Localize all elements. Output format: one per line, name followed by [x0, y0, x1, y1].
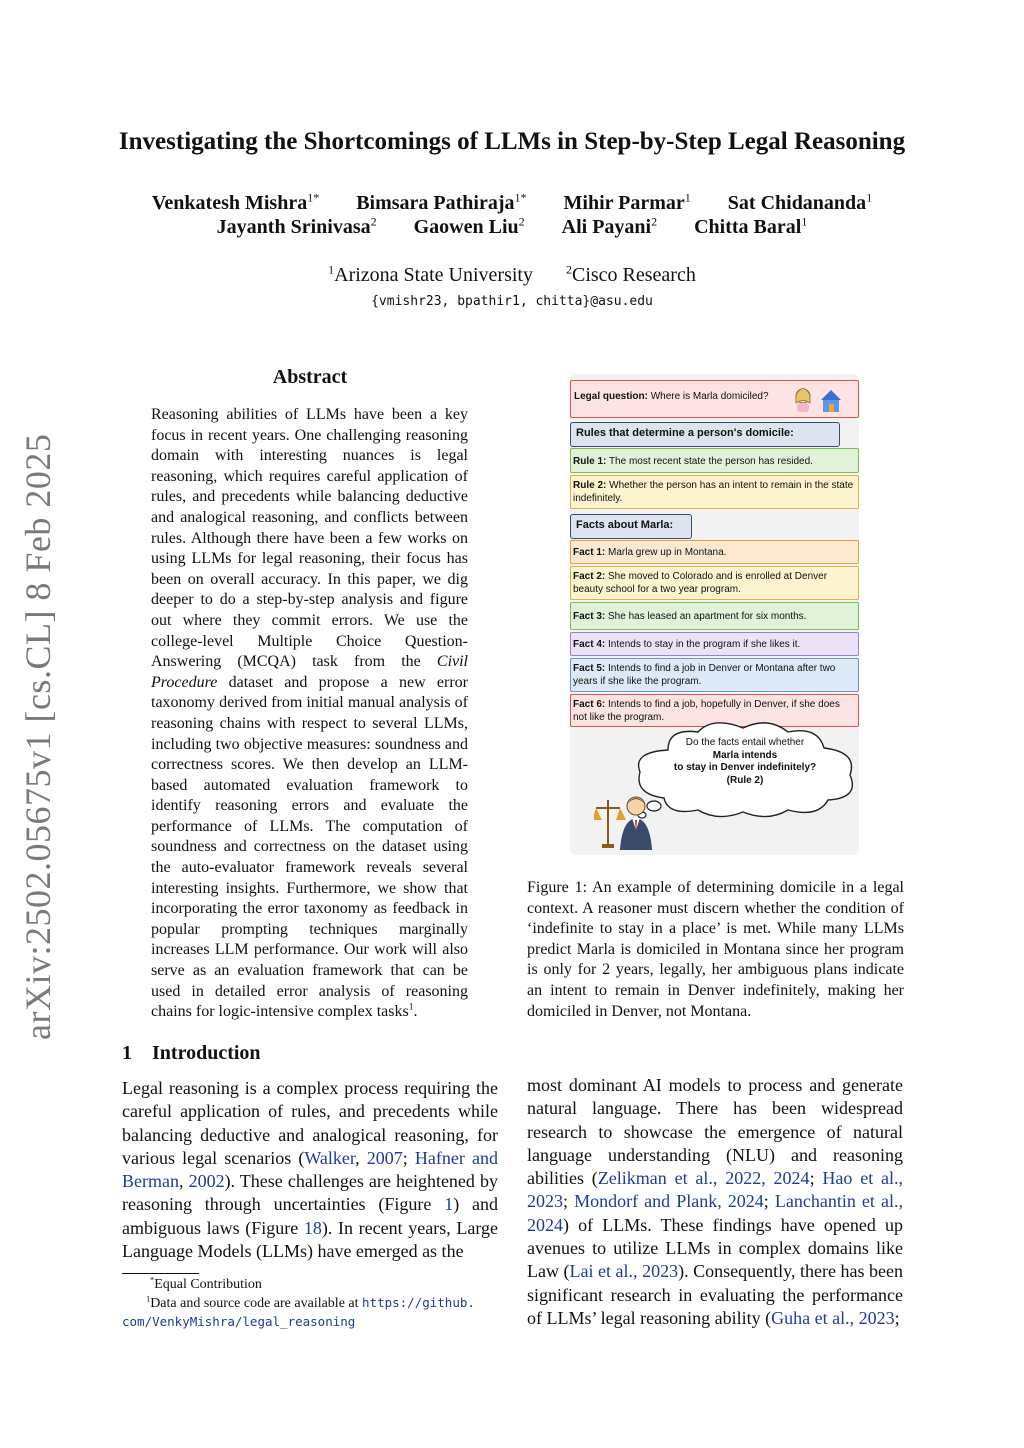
citation-link[interactable]: Lanchantin et al., 2024 — [527, 1191, 903, 1235]
legal-question-box: Legal question: Where is Marla domiciled? — [570, 380, 859, 418]
citation-link[interactable]: Hafner and Berman — [122, 1147, 499, 1192]
section-heading-introduction: 1 Introduction — [122, 1042, 261, 1064]
author: Jayanth Srinivasa$^2$ — [216, 214, 377, 238]
author: Ali Payani$^2$ — [561, 214, 658, 238]
citation-link[interactable]: Mondorf and Plank, 2024 — [574, 1191, 764, 1212]
footnotes — [122, 1276, 502, 1332]
cloud-question: Do the facts entail whether Marla intends to stay in Denver indefinitely? (Rule 2) — [673, 737, 817, 786]
rule-1-box: Rule 1: The most recent state the person has resided. — [570, 448, 859, 473]
citation-link[interactable]: Walker — [304, 1147, 356, 1168]
footnote-equal-contribution: *Equal Contribution — [150, 1275, 262, 1292]
fact-4-box: Fact 4: Intends to stay in the program if she likes it. — [570, 632, 859, 656]
citation-link[interactable]: Guha et al., 2023 — [771, 1307, 895, 1328]
lawyer-scale-icon — [594, 790, 664, 852]
citation-link[interactable]: 2002 — [188, 1171, 225, 1192]
author: Chitta Baral$^1$ — [694, 214, 808, 238]
person-house-icon — [791, 384, 845, 414]
fact-6-box: Fact 6: Intends to find a job, hopefully in Denver, if she does not like the program. — [570, 694, 859, 727]
figure-ref-link[interactable]: 18 — [303, 1217, 322, 1238]
affiliation: $^2$Cisco Research — [565, 262, 696, 286]
footnote-divider — [122, 1273, 199, 1274]
citation-link[interactable]: 2007 — [366, 1147, 403, 1168]
figure-caption: Figure 1: An example of determining domicile in a legal context. A reasoner must discern whether the condition of ‘indefinite to stay in a place’ is met. While many LLMs predict Marla is domiciled in Montana since her program is only for 2 years, legally, her ambiguous plans indicate an intent to remain in Denver indefinitely, making her domiciled in Denver, not Montana. — [527, 879, 904, 1020]
affiliations — [0, 264, 1024, 287]
rules-header: Rules that determine a person's domicile: — [570, 422, 840, 447]
author: Gaowen Liu$^2$ — [413, 214, 525, 238]
paper-title: Investigating the Shortcomings of LLMs in Step-by-Step Legal Reasoning — [118, 128, 906, 155]
intro-paragraph-right: most dominant AI models to process and generate natural language. There has been widespread research to showcase the emergence of natural language understanding (NLU) and reasoning abilities (Zelikman et al., 2022, 2024; Hao et al., 2023; Mondorf and Plank, 2024; Lanchantin et al., 2024) of LLMs. These findings have opened up avenues to utilize LLMs in complex domains like Law (Lai et al., 2023). Consequently, there has been significant research in evaluating the performance of LLMs’ legal reasoning ability (Guha et al., 2023; — [527, 1075, 903, 1328]
fact-3-box: Fact 3: She has leased an apartment for six months. — [570, 602, 859, 630]
figure-ref-link[interactable]: 1 — [444, 1194, 454, 1215]
github-link[interactable]: https://github. com/VenkyMishra/legal_reasoning — [122, 1295, 475, 1329]
author: Sat Chidananda$^1$ — [727, 190, 873, 214]
author: Mihir Parmar$^1$ — [563, 190, 691, 214]
figure-domicile-example — [570, 374, 859, 855]
authors-line-1 — [0, 192, 1024, 215]
citation-link[interactable]: Hao et al., 2023 — [527, 1168, 903, 1212]
authors-line-2 — [0, 216, 1024, 239]
footnote-data: $^1$Data and source code are available at https://github. com/VenkyMishra/legal_reasoning — [122, 1294, 475, 1329]
abstract-heading: Abstract — [272, 366, 348, 388]
author-email: {vmishr23, bpathir1, chitta}@asu.edu — [371, 294, 653, 309]
intro-paragraph-left: Legal reasoning is a complex process requiring the careful application of rules, and precedents while balancing deductive and analogical reasoning, for various legal scenarios (Walker, 2007; Hafner and Berman, 2002). These challenges are heightened by reasoning through uncertainties (Figure 1) and ambiguous laws (Figure 18). In recent years, Large Language Models (LLMs) have emerged as the — [122, 1078, 499, 1262]
fact-2-box: Fact 2: She moved to Colorado and is enrolled at Denver beauty school for a two year program. — [570, 566, 859, 600]
facts-header: Facts about Marla: — [570, 514, 692, 539]
fact-1-box: Fact 1: Marla grew up in Montana. — [570, 540, 859, 564]
fact-5-box: Fact 5: Intends to find a job in Denver or Montana after two years if she like the program. — [570, 658, 859, 692]
arxiv-identifier: arXiv:2502.05675v1 [cs.CL] 8 Feb 2025 — [18, 433, 58, 1040]
citation-link[interactable]: Lai et al., 2023 — [569, 1261, 679, 1282]
citation-link[interactable]: Zelikman et al., 2022, 2024 — [597, 1168, 810, 1189]
author: Bimsara Pathiraja$^{1*}$ — [356, 190, 527, 214]
abstract-text: Reasoning abilities of LLMs have been a key focus in recent years. One challenging reasoning domain with interesting nuances is legal reasoning, which requires careful application of rules, and precedents while balancing deductive and analogical reasoning, and conflicts between rules. Although there have been a few works on using LLMs for legal reasoning, their focus has been on overall accuracy. In this paper, we dig deeper to do a step-by-step analysis and figure out where they commit errors. We use the college-level Multiple Choice Question-Answering (MCQA) task from the Civil Procedure dataset and propose a new error taxonomy derived from initial manual analysis of reasoning chains with respect to several LLMs, including two objective measures: soundness and correctness scores. We then develop an LLM-based automated evaluation framework to identify reasoning errors and evaluate the performance of LLMs. The computation of soundness and correctness on the dataset using the auto-evaluator framework reveals several interesting insights. Furthermore, we show that incorporating the error taxonomy as feedback in popular prompting techniques marginally increases LLM performance. Our work will also serve as an evaluation framework that can be used in detailed error analysis of reasoning chains for logic-intensive complex tasks$^1$. — [151, 406, 468, 1021]
rule-2-box: Rule 2: Whether the person has an intent to remain in the state indefinitely. — [570, 475, 859, 509]
author: Venkatesh Mishra$^{1*}$ — [151, 190, 320, 214]
affiliation: $^1$Arizona State University — [328, 262, 533, 286]
